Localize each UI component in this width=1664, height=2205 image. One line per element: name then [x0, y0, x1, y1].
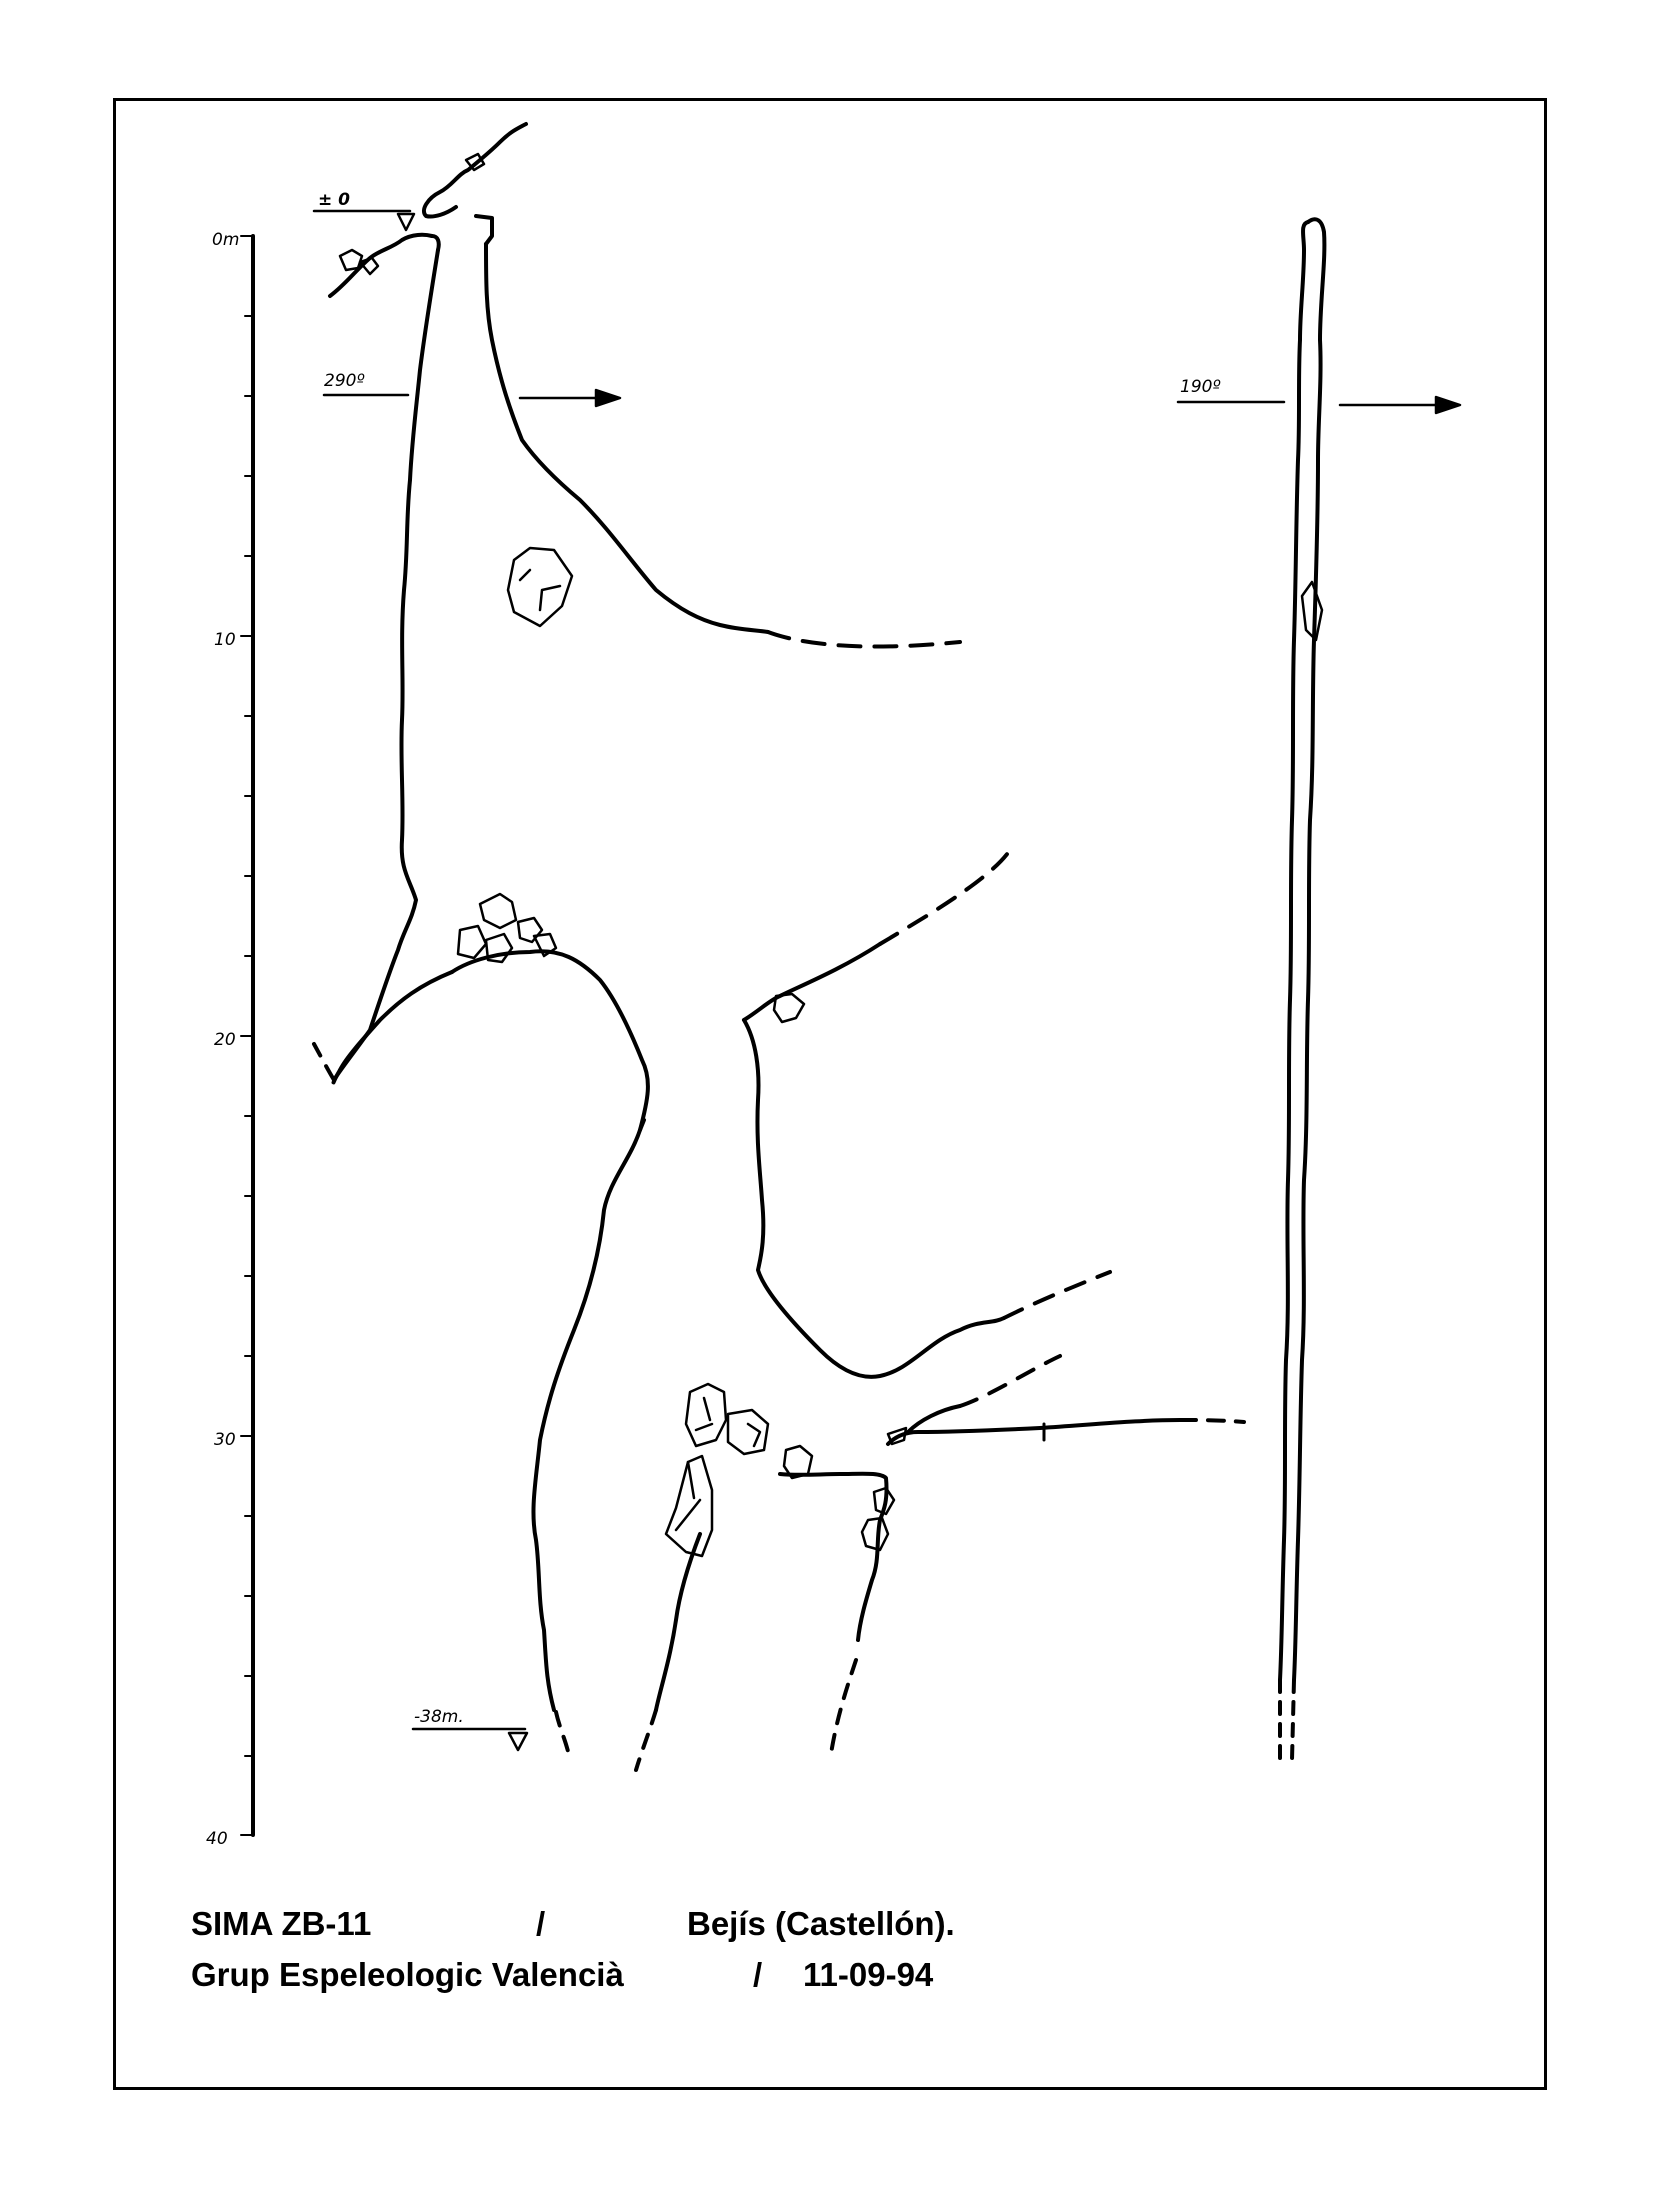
survey-group: Grup Espeleologic Valencià	[191, 1956, 624, 1993]
tick-label: 40	[206, 1829, 228, 1849]
depth-scale-axis	[241, 236, 253, 1835]
right-section-profile	[1280, 219, 1324, 1760]
left-bearing-label: 290º	[324, 371, 365, 391]
entrance-datum-mark	[314, 211, 414, 230]
right-bearing-label: 190º	[1180, 377, 1221, 397]
bottom-depth-label: -38m.	[414, 1707, 464, 1727]
depth-scale-labels	[206, 230, 239, 1849]
bottom-datum-mark	[413, 1729, 527, 1750]
tick-label: 10	[214, 630, 236, 650]
left-section-arrow	[324, 390, 620, 406]
tick-label: 0m	[212, 230, 240, 250]
cave-location: Bejís (Castellón).	[687, 1905, 955, 1942]
caption-separator: /	[753, 1956, 763, 1993]
caption-separator: /	[536, 1905, 546, 1942]
tick-label: 20	[214, 1030, 236, 1050]
cave-name: SIMA ZB-11	[191, 1905, 372, 1942]
left-section-profile	[314, 124, 1244, 1770]
tick-label: 30	[214, 1430, 236, 1450]
survey-date: 11-09-94	[803, 1956, 934, 1993]
boulders	[340, 154, 906, 1556]
entrance-datum-label: ± 0	[318, 190, 350, 210]
